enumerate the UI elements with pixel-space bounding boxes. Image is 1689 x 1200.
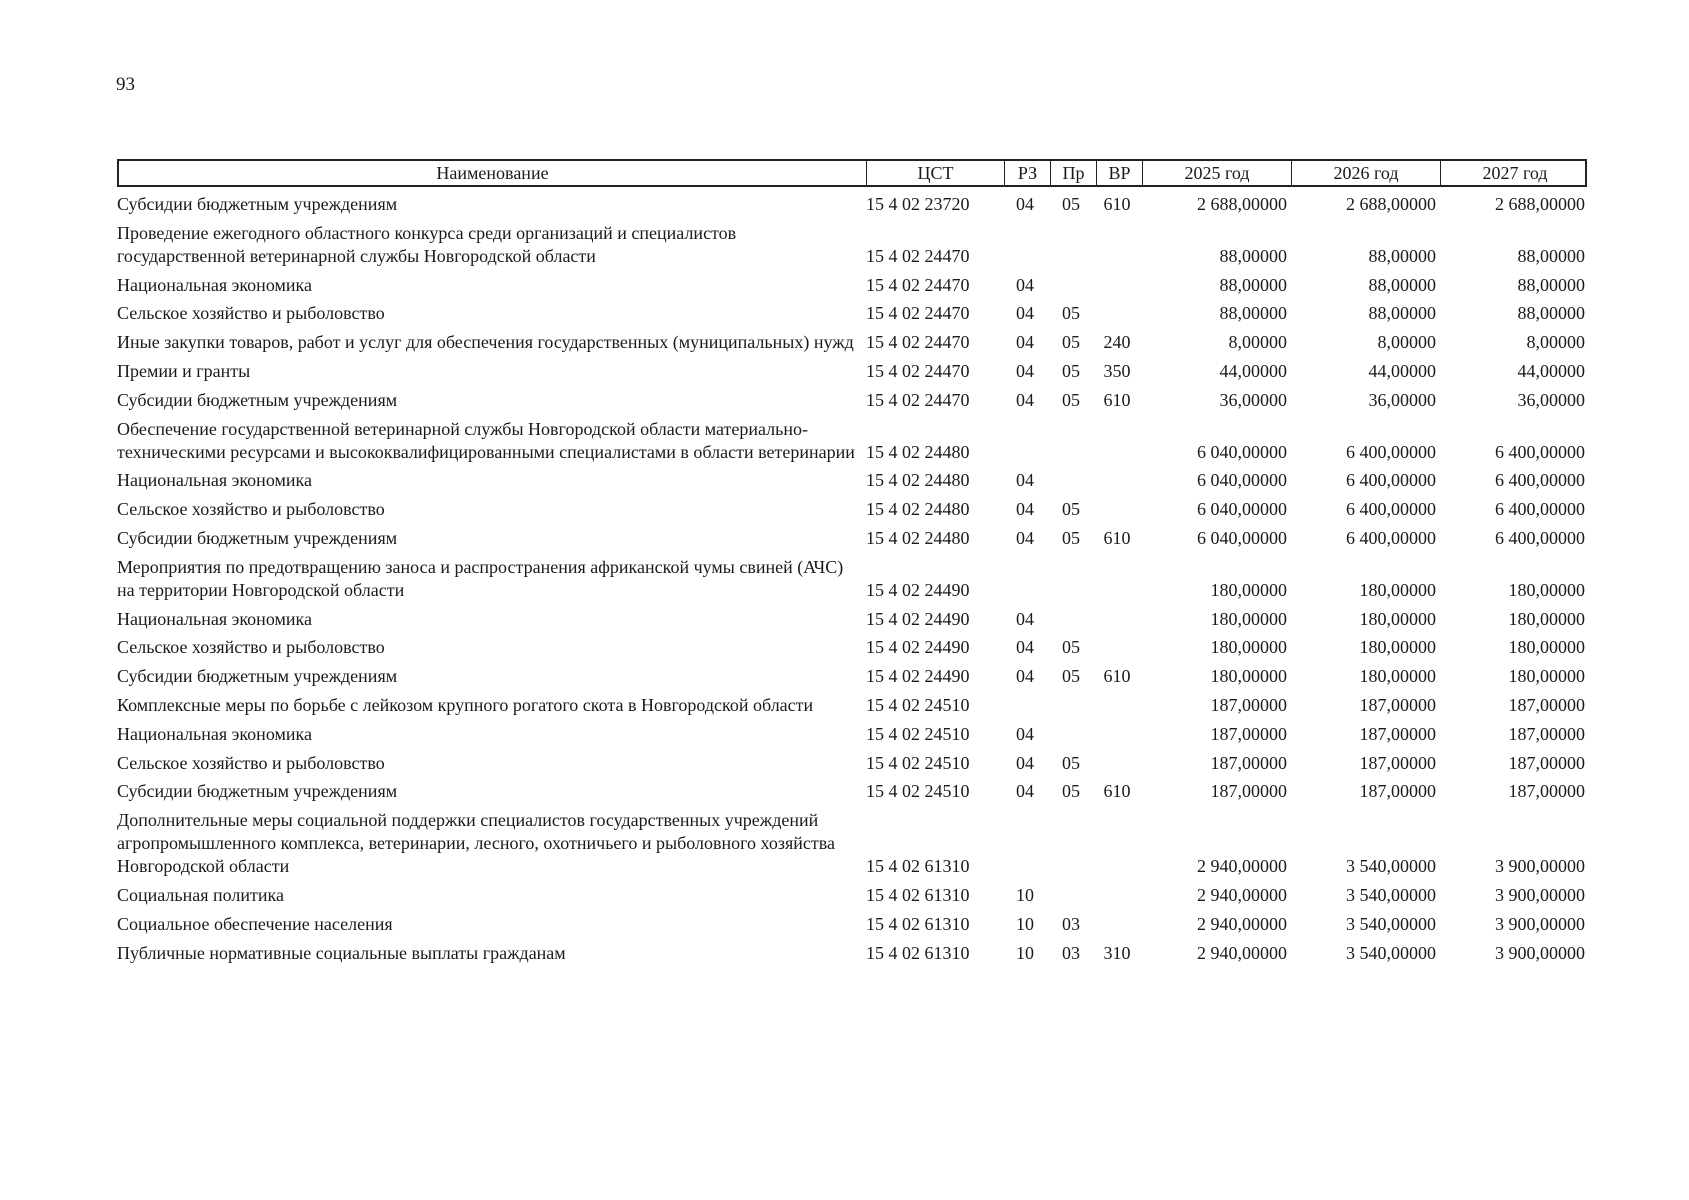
row-value-2027: 36,00000 xyxy=(1517,389,1585,410)
row-name: Иные закупки товаров, работ и услуг для обеспечения государственных (муниципальных) нужд xyxy=(117,332,854,353)
row-name: Проведение ежегодного областного конкурса среди организаций и специалистов государственной ветеринарной службы Новгородской области xyxy=(117,222,737,266)
row-cst: 15 4 02 61310 xyxy=(866,913,970,934)
row-name: Субсидии бюджетным учреждениям xyxy=(117,389,398,410)
row-pr xyxy=(1048,884,1094,907)
row-value-2025: 44,00000 xyxy=(1219,360,1287,381)
row-name: Субсидии бюджетным учреждениям xyxy=(117,527,398,548)
row-name: Публичные нормативные социальные выплаты гражданам xyxy=(117,942,566,963)
row-cst: 15 4 02 24510 xyxy=(866,694,970,715)
row-cst: 15 4 02 24470 xyxy=(866,303,970,324)
row-rz: 04 xyxy=(1016,752,1034,773)
row-value-2027: 187,00000 xyxy=(1508,752,1585,773)
table-row xyxy=(117,527,1587,550)
row-value-2025: 2 688,00000 xyxy=(1197,194,1287,214)
table-row xyxy=(117,723,1587,746)
table-row xyxy=(117,809,1587,878)
column-header-vr: ВР xyxy=(1096,161,1142,185)
row-name: Социальная политика xyxy=(117,884,284,905)
column-header-name: Наименование xyxy=(436,162,549,183)
row-value-2025: 187,00000 xyxy=(1210,752,1287,773)
row-value-2026: 44,00000 xyxy=(1368,360,1436,381)
row-pr xyxy=(1048,608,1094,631)
row-value-2027: 6 400,00000 xyxy=(1495,470,1585,491)
row-cst: 15 4 02 61310 xyxy=(866,856,970,877)
row-value-2027: 88,00000 xyxy=(1517,303,1585,324)
row-name: Субсидии бюджетным учреждениям xyxy=(117,194,398,214)
row-value-2027: 2 688,00000 xyxy=(1495,194,1585,214)
row-pr: 05 xyxy=(1062,194,1080,214)
table-row xyxy=(117,418,1587,464)
row-value-2027: 187,00000 xyxy=(1508,694,1585,715)
table-row xyxy=(117,636,1587,659)
row-vr: 610 xyxy=(1103,781,1131,802)
row-value-2027: 88,00000 xyxy=(1517,274,1585,295)
row-rz: 04 xyxy=(1016,527,1034,548)
row-pr: 05 xyxy=(1062,332,1080,353)
row-rz: 04 xyxy=(1016,360,1034,381)
row-pr: 05 xyxy=(1062,781,1080,802)
row-value-2026: 187,00000 xyxy=(1359,752,1436,773)
row-value-2025: 88,00000 xyxy=(1219,303,1287,324)
table-row xyxy=(117,302,1587,325)
row-vr: 610 xyxy=(1103,666,1131,687)
row-value-2027: 3 900,00000 xyxy=(1495,913,1585,934)
row-vr xyxy=(1094,274,1140,297)
row-name: Сельское хозяйство и рыболовство xyxy=(117,637,385,658)
row-pr: 05 xyxy=(1062,637,1080,658)
row-pr xyxy=(1048,809,1094,878)
row-cst: 15 4 02 24490 xyxy=(866,608,970,629)
row-value-2025: 8,00000 xyxy=(1228,332,1287,353)
row-value-2027: 187,00000 xyxy=(1508,781,1585,802)
row-name: Сельское хозяйство и рыболовство xyxy=(117,499,385,520)
row-value-2027: 180,00000 xyxy=(1508,637,1585,658)
row-value-2027: 8,00000 xyxy=(1526,332,1585,353)
row-name: Дополнительные меры социальной поддержки специалистов государственных учреждений агропромышленного комплекса, ветеринарии, лесного, охотничьего и рыболовного хозяйства Новгородской области xyxy=(117,810,835,877)
row-cst: 15 4 02 24470 xyxy=(866,360,970,381)
row-cst: 15 4 02 24480 xyxy=(866,499,970,520)
page-number: 93 xyxy=(116,74,135,95)
row-vr xyxy=(1094,556,1140,602)
row-value-2026: 180,00000 xyxy=(1359,579,1436,600)
row-value-2026: 187,00000 xyxy=(1359,694,1436,715)
row-pr: 05 xyxy=(1062,389,1080,410)
row-vr xyxy=(1094,809,1140,878)
row-vr xyxy=(1094,222,1140,268)
row-value-2027: 180,00000 xyxy=(1508,579,1585,600)
row-value-2026: 180,00000 xyxy=(1359,637,1436,658)
table-row xyxy=(117,389,1587,412)
column-header-2026: 2026 год xyxy=(1291,161,1440,185)
table-row xyxy=(117,665,1587,688)
row-rz: 04 xyxy=(1016,389,1034,410)
row-rz xyxy=(1002,418,1048,464)
row-rz: 04 xyxy=(1016,666,1034,687)
row-value-2026: 3 540,00000 xyxy=(1346,942,1436,963)
row-value-2026: 3 540,00000 xyxy=(1346,856,1436,877)
row-name: Премии и гранты xyxy=(117,360,251,381)
row-rz: 04 xyxy=(1016,499,1034,520)
row-rz: 04 xyxy=(1016,781,1034,802)
row-value-2027: 44,00000 xyxy=(1517,360,1585,381)
row-value-2025: 180,00000 xyxy=(1210,579,1287,600)
row-pr: 05 xyxy=(1062,666,1080,687)
row-vr xyxy=(1094,913,1140,936)
row-pr xyxy=(1048,723,1094,746)
row-name: Сельское хозяйство и рыболовство xyxy=(117,303,385,324)
table-row xyxy=(117,694,1587,717)
row-pr xyxy=(1048,694,1094,717)
table-body xyxy=(117,193,1587,970)
row-value-2025: 6 040,00000 xyxy=(1197,470,1287,491)
row-cst: 15 4 02 24490 xyxy=(866,666,970,687)
table-row xyxy=(117,913,1587,936)
row-rz: 04 xyxy=(1016,470,1034,491)
row-value-2026: 88,00000 xyxy=(1368,274,1436,295)
table-row xyxy=(117,498,1587,521)
row-value-2026: 180,00000 xyxy=(1359,666,1436,687)
row-pr xyxy=(1048,469,1094,492)
row-cst: 15 4 02 61310 xyxy=(866,942,970,963)
row-name: Национальная экономика xyxy=(117,608,312,629)
table-row xyxy=(117,193,1587,216)
row-name: Национальная экономика xyxy=(117,723,312,744)
row-rz: 10 xyxy=(1016,913,1034,934)
row-vr xyxy=(1094,469,1140,492)
row-cst: 15 4 02 23720 xyxy=(866,194,970,214)
row-name: Сельское хозяйство и рыболовство xyxy=(117,752,385,773)
row-vr xyxy=(1094,723,1140,746)
row-vr: 350 xyxy=(1103,360,1131,381)
row-rz: 10 xyxy=(1016,942,1034,963)
row-pr: 05 xyxy=(1062,360,1080,381)
row-value-2026: 187,00000 xyxy=(1359,723,1436,744)
row-name: Обеспечение государственной ветеринарной службы Новгородской области материально-техническими ресурсами и высококвалифицированными специалистами в области ветеринарии xyxy=(117,418,855,462)
row-value-2025: 187,00000 xyxy=(1210,723,1287,744)
row-rz: 04 xyxy=(1016,608,1034,629)
row-value-2027: 3 900,00000 xyxy=(1495,856,1585,877)
row-rz: 04 xyxy=(1016,303,1034,324)
row-pr: 05 xyxy=(1062,499,1080,520)
row-vr xyxy=(1094,636,1140,659)
row-cst: 15 4 02 24510 xyxy=(866,781,970,802)
row-rz xyxy=(1002,694,1048,717)
row-rz xyxy=(1002,809,1048,878)
row-rz xyxy=(1002,222,1048,268)
row-pr: 03 xyxy=(1062,942,1080,963)
column-header-rz: РЗ xyxy=(1004,161,1050,185)
row-value-2027: 3 900,00000 xyxy=(1495,884,1585,905)
row-vr xyxy=(1094,418,1140,464)
row-value-2027: 3 900,00000 xyxy=(1495,942,1585,963)
row-vr: 610 xyxy=(1103,194,1131,214)
row-pr: 05 xyxy=(1062,527,1080,548)
row-value-2027: 180,00000 xyxy=(1508,666,1585,687)
table-row xyxy=(117,469,1587,492)
row-value-2025: 2 940,00000 xyxy=(1197,884,1287,905)
row-name: Национальная экономика xyxy=(117,274,312,295)
column-header-2027: 2027 год xyxy=(1440,161,1589,185)
row-vr: 310 xyxy=(1103,942,1131,963)
table-row xyxy=(117,556,1587,602)
row-value-2027: 6 400,00000 xyxy=(1495,527,1585,548)
row-value-2025: 180,00000 xyxy=(1210,608,1287,629)
row-cst: 15 4 02 24490 xyxy=(866,637,970,658)
row-name: Национальная экономика xyxy=(117,470,312,491)
row-value-2026: 6 400,00000 xyxy=(1346,527,1436,548)
row-name: Субсидии бюджетным учреждениям xyxy=(117,781,398,802)
row-pr xyxy=(1048,274,1094,297)
row-value-2027: 88,00000 xyxy=(1517,245,1585,266)
row-value-2026: 88,00000 xyxy=(1368,303,1436,324)
row-value-2025: 187,00000 xyxy=(1210,781,1287,802)
row-value-2026: 6 400,00000 xyxy=(1346,441,1436,462)
row-pr: 05 xyxy=(1062,752,1080,773)
row-value-2025: 6 040,00000 xyxy=(1197,499,1287,520)
row-pr: 05 xyxy=(1062,303,1080,324)
row-cst: 15 4 02 24510 xyxy=(866,723,970,744)
row-value-2026: 180,00000 xyxy=(1359,608,1436,629)
row-value-2025: 6 040,00000 xyxy=(1197,441,1287,462)
row-value-2026: 187,00000 xyxy=(1359,781,1436,802)
row-value-2026: 3 540,00000 xyxy=(1346,884,1436,905)
row-rz: 04 xyxy=(1016,637,1034,658)
row-vr xyxy=(1094,498,1140,521)
row-value-2026: 6 400,00000 xyxy=(1346,499,1436,520)
table-row xyxy=(117,884,1587,907)
table-row xyxy=(117,274,1587,297)
table-header xyxy=(117,159,1587,187)
row-cst: 15 4 02 24490 xyxy=(866,579,970,600)
row-cst: 15 4 02 24470 xyxy=(866,274,970,295)
column-header-pr: Пр xyxy=(1050,161,1096,185)
table-row xyxy=(117,608,1587,631)
row-value-2025: 6 040,00000 xyxy=(1197,527,1287,548)
row-vr xyxy=(1094,694,1140,717)
table-row xyxy=(117,222,1587,268)
row-rz xyxy=(1002,556,1048,602)
table-row xyxy=(117,752,1587,775)
row-vr: 240 xyxy=(1103,332,1131,353)
row-rz: 04 xyxy=(1016,194,1034,214)
row-vr: 610 xyxy=(1103,527,1131,548)
row-value-2026: 6 400,00000 xyxy=(1346,470,1436,491)
row-cst: 15 4 02 24510 xyxy=(866,752,970,773)
row-pr xyxy=(1048,556,1094,602)
row-name: Комплексные меры по борьбе с лейкозом крупного рогатого скота в Новгородской области xyxy=(117,694,814,715)
row-name: Социальное обеспечение населения xyxy=(117,913,393,934)
column-header-cst: ЦСТ xyxy=(866,161,1004,185)
table-row xyxy=(117,360,1587,383)
row-value-2026: 8,00000 xyxy=(1377,332,1436,353)
row-value-2027: 6 400,00000 xyxy=(1495,499,1585,520)
row-pr: 03 xyxy=(1062,913,1080,934)
row-value-2026: 2 688,00000 xyxy=(1346,194,1436,214)
row-vr xyxy=(1094,884,1140,907)
row-value-2025: 88,00000 xyxy=(1219,274,1287,295)
row-pr xyxy=(1048,222,1094,268)
row-value-2025: 187,00000 xyxy=(1210,694,1287,715)
row-value-2025: 36,00000 xyxy=(1219,389,1287,410)
row-value-2026: 3 540,00000 xyxy=(1346,913,1436,934)
row-value-2025: 2 940,00000 xyxy=(1197,942,1287,963)
row-cst: 15 4 02 24480 xyxy=(866,441,970,462)
row-cst: 15 4 02 24470 xyxy=(866,245,970,266)
column-header-2025: 2025 год xyxy=(1142,161,1291,185)
row-vr: 610 xyxy=(1103,389,1131,410)
row-cst: 15 4 02 24470 xyxy=(866,389,970,410)
table-row xyxy=(117,780,1587,803)
row-value-2025: 2 940,00000 xyxy=(1197,856,1287,877)
row-value-2025: 180,00000 xyxy=(1210,637,1287,658)
row-value-2027: 180,00000 xyxy=(1508,608,1585,629)
row-pr xyxy=(1048,418,1094,464)
table-row xyxy=(117,331,1587,354)
row-rz: 04 xyxy=(1016,332,1034,353)
table-row xyxy=(117,942,1587,965)
row-cst: 15 4 02 24470 xyxy=(866,332,970,353)
row-value-2025: 2 940,00000 xyxy=(1197,913,1287,934)
row-rz: 04 xyxy=(1016,723,1034,744)
row-value-2025: 180,00000 xyxy=(1210,666,1287,687)
row-rz: 04 xyxy=(1016,274,1034,295)
row-value-2027: 187,00000 xyxy=(1508,723,1585,744)
row-vr xyxy=(1094,752,1140,775)
row-vr xyxy=(1094,302,1140,325)
row-value-2025: 88,00000 xyxy=(1219,245,1287,266)
row-cst: 15 4 02 61310 xyxy=(866,884,970,905)
row-name: Субсидии бюджетным учреждениям xyxy=(117,666,398,687)
row-vr xyxy=(1094,608,1140,631)
row-name: Мероприятия по предотвращению заноса и распространения африканской чумы свиней (АЧС) на территории Новгородской области xyxy=(117,556,844,600)
row-value-2027: 6 400,00000 xyxy=(1495,441,1585,462)
row-cst: 15 4 02 24480 xyxy=(866,527,970,548)
row-value-2026: 36,00000 xyxy=(1368,389,1436,410)
row-value-2026: 88,00000 xyxy=(1368,245,1436,266)
row-rz: 10 xyxy=(1016,884,1034,905)
row-cst: 15 4 02 24480 xyxy=(866,470,970,491)
